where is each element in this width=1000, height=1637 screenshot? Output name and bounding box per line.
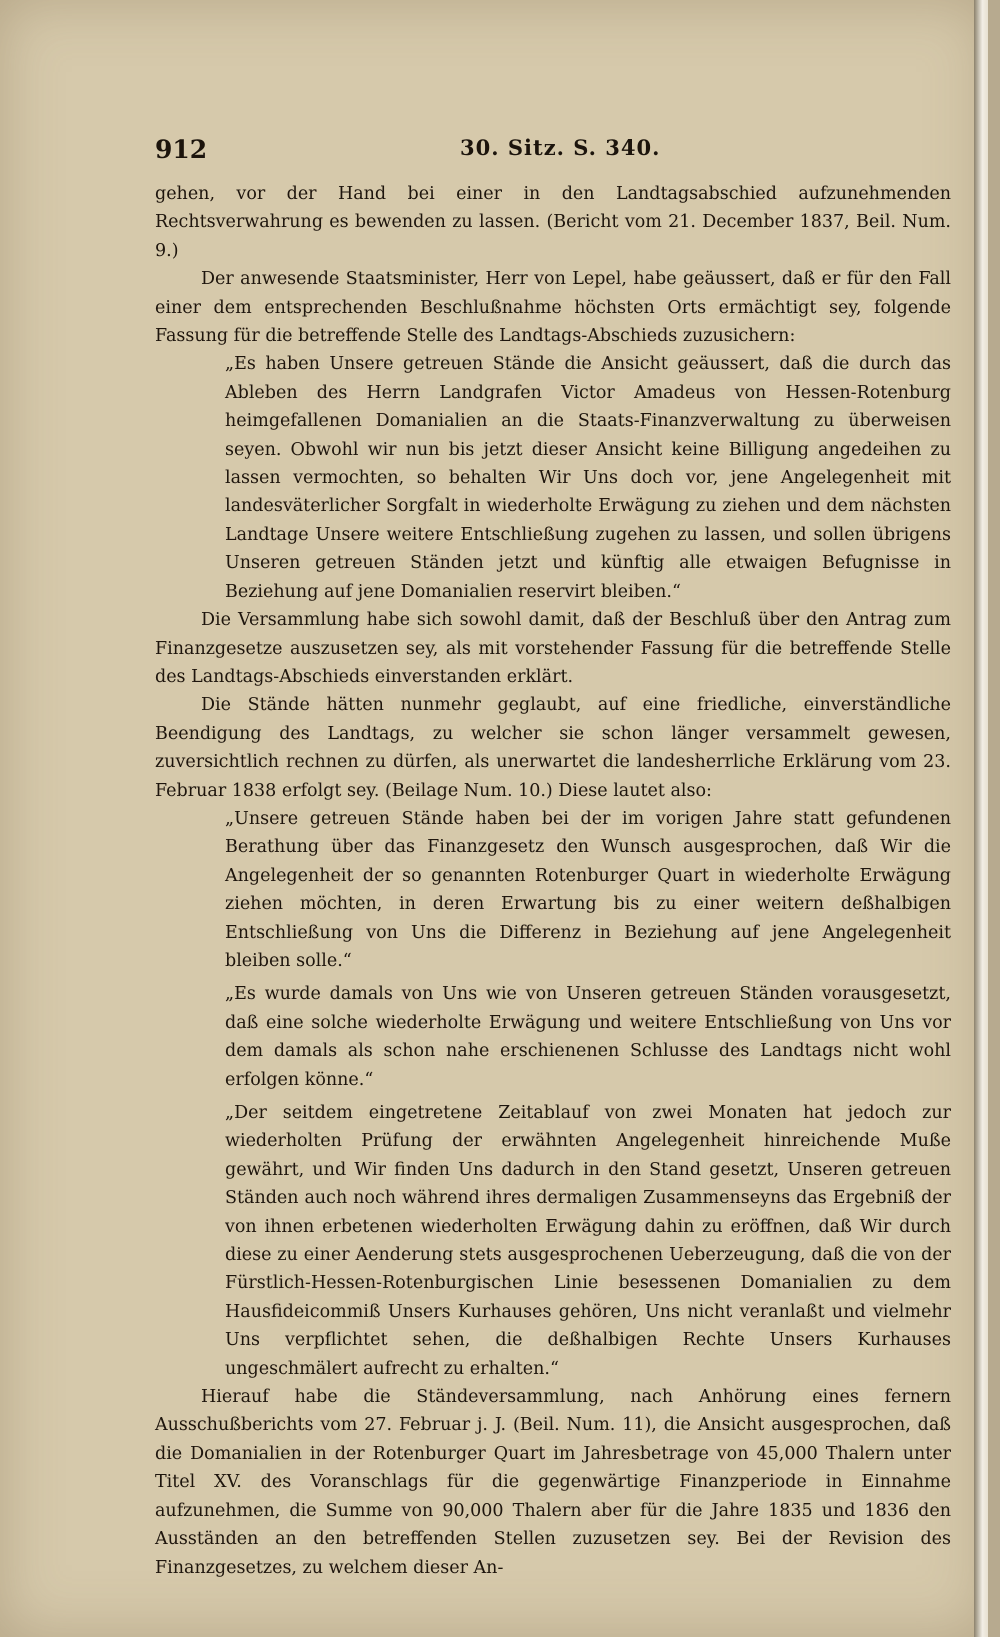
quote-declaration-part-1: „Unsere getreuen Stände haben bei der im vorigen Jahre statt gefundenen Berathung über das Finanzgesetz den Wunsch ausgesprochen, daß Wir die Angelegenheit der so genannten Rotenburger Quart in wiederholte Erwägung ziehen möchten, in deren Erwartung bis zu einer weitern deßhalbigen Entschließung von Uns die Differenz in Beziehung auf jene Angelegenheit bleiben solle.“ <box>225 808 951 971</box>
page-number: 912 <box>155 135 208 164</box>
quote-declaration-part-2: „Es wurde damals von Uns wie von Unseren getreuen Ständen vorausgesetzt, daß eine solche wiederholte Erwägung und weitere Entschließung von Uns vor dem damals als schon nahe erschienenen Schlusse des Landtags nicht wohl erfolgen könne.“ <box>225 984 951 1090</box>
quote-declaration-part-3: „Der seitdem eingetretene Zeitablauf von zwei Monaten hat jedoch zur wiederholten Prüfung der erwähnten Angelegenheit hinreichende Muße gewährt, und Wir finden Uns dadurch in den Stand gesetzt, Unseren getreuen Ständen auch noch während ihres dermaligen Zusammenseyns das Ergebniß der von ihnen erbetenen wiederholten Erwägung dahin zu eröffnen, daß Wir durch diese zu einer Aenderung stets ausgesprochenen Ueberzeugung, daß die von der Fürstlich-Hessen-Rotenburgischen Linie besessenen Domanialien zu dem Hausfideicommiß Unsers Kurhauses gehören, Uns nicht veranlaßt und vielmehr Uns verpflichtet sehen, die deßhalbigen Rechte Unsers Kurhauses ungeschmälert aufrecht zu erhalten.“ <box>225 1103 951 1379</box>
page-header <box>0 135 988 175</box>
quote-draft-wording: „Es haben Unsere getreuen Stände die Ansicht geäussert, daß die durch das Ableben des Herrn Landgrafen Victor Amadeus von Hessen-Rotenburg heimgefallenen Domanialien an die Staats-Finanzverwaltung zu überweisen seyen. Obwohl wir nun bis jetzt dieser Ansicht keine Billigung angedeihen zu lassen vermochten, so behalten Wir Uns doch vor, jene Angelegenheit mit landesväterlicher Sorgfalt in wiederholte Erwägung zu ziehen und dem nächsten Landtage Unsere weitere Entschließung zugehen zu lassen, und sollen übrigens Unseren getreuen Ständen jetzt und künftig alle etwaigen Befugnisse in Beziehung auf jene Domanialien reservirt bleiben.“ <box>225 354 951 602</box>
page-edge <box>974 0 988 1637</box>
running-head: 30. Sitz. S. 340. <box>460 135 661 160</box>
body-text <box>155 180 951 1582</box>
paragraph-assembly-agreement: Die Versammlung habe sich sowohl damit, daß der Beschluß über den Antrag zum Finanzgesetze auszusetzen sey, als mit vorstehender Fassung für die betreffende Stelle des Landtags-Abschieds einverstanden erklärt. <box>155 610 951 687</box>
paragraph-minister-statement: Der anwesende Staatsminister, Herr von Lepel, habe geäussert, daß er für den Fall einer dem entsprechenden Beschlußnahme höchsten Orts ermächtigt sey, folgende Fassung für die betreffende Stelle des Landtags-Abschieds zuzusichern: <box>155 269 951 347</box>
paragraph-continuation: gehen, vor der Hand bei einer in den Landtagsabschied aufzunehmenden Rechtsverwahrung es bewenden zu lassen. (Bericht vom 21. December 1837, Beil. Num. 9.) <box>155 184 951 261</box>
paragraph-assembly-resolution: Hierauf habe die Ständeversammlung, nach Anhörung eines fernern Ausschußberichts vom 27. Februar j. J. (Beil. Num. 11), die Ansicht ausgesprochen, daß die Domanialien in der Rotenburger Quart im Jahresbetrage von 45,000 Thalern unter Titel XV. des Voranschlags für die gegenwärtige Finanzperiode in Einnahme aufzunehmen, die Summe von 90,000 Thalern aber für die Jahre 1835 und 1836 den Ausständen an den betreffenden Stellen zuzusetzen sey. Bei der Revision des Finanzgesetzes, zu welchem dieser An- <box>155 1387 951 1578</box>
paragraph-declaration-intro: Die Stände hätten nunmehr geglaubt, auf eine friedliche, einverständliche Beendigung des Landtags, zu welcher sie schon länger versammelt gewesen, zuversichtlich rechnen zu dürfen, als unerwartet die landesherrliche Erklärung vom 23. Februar 1838 erfolgt sey. (Beilage Num. 10.) Diese lautet also: <box>155 695 951 801</box>
